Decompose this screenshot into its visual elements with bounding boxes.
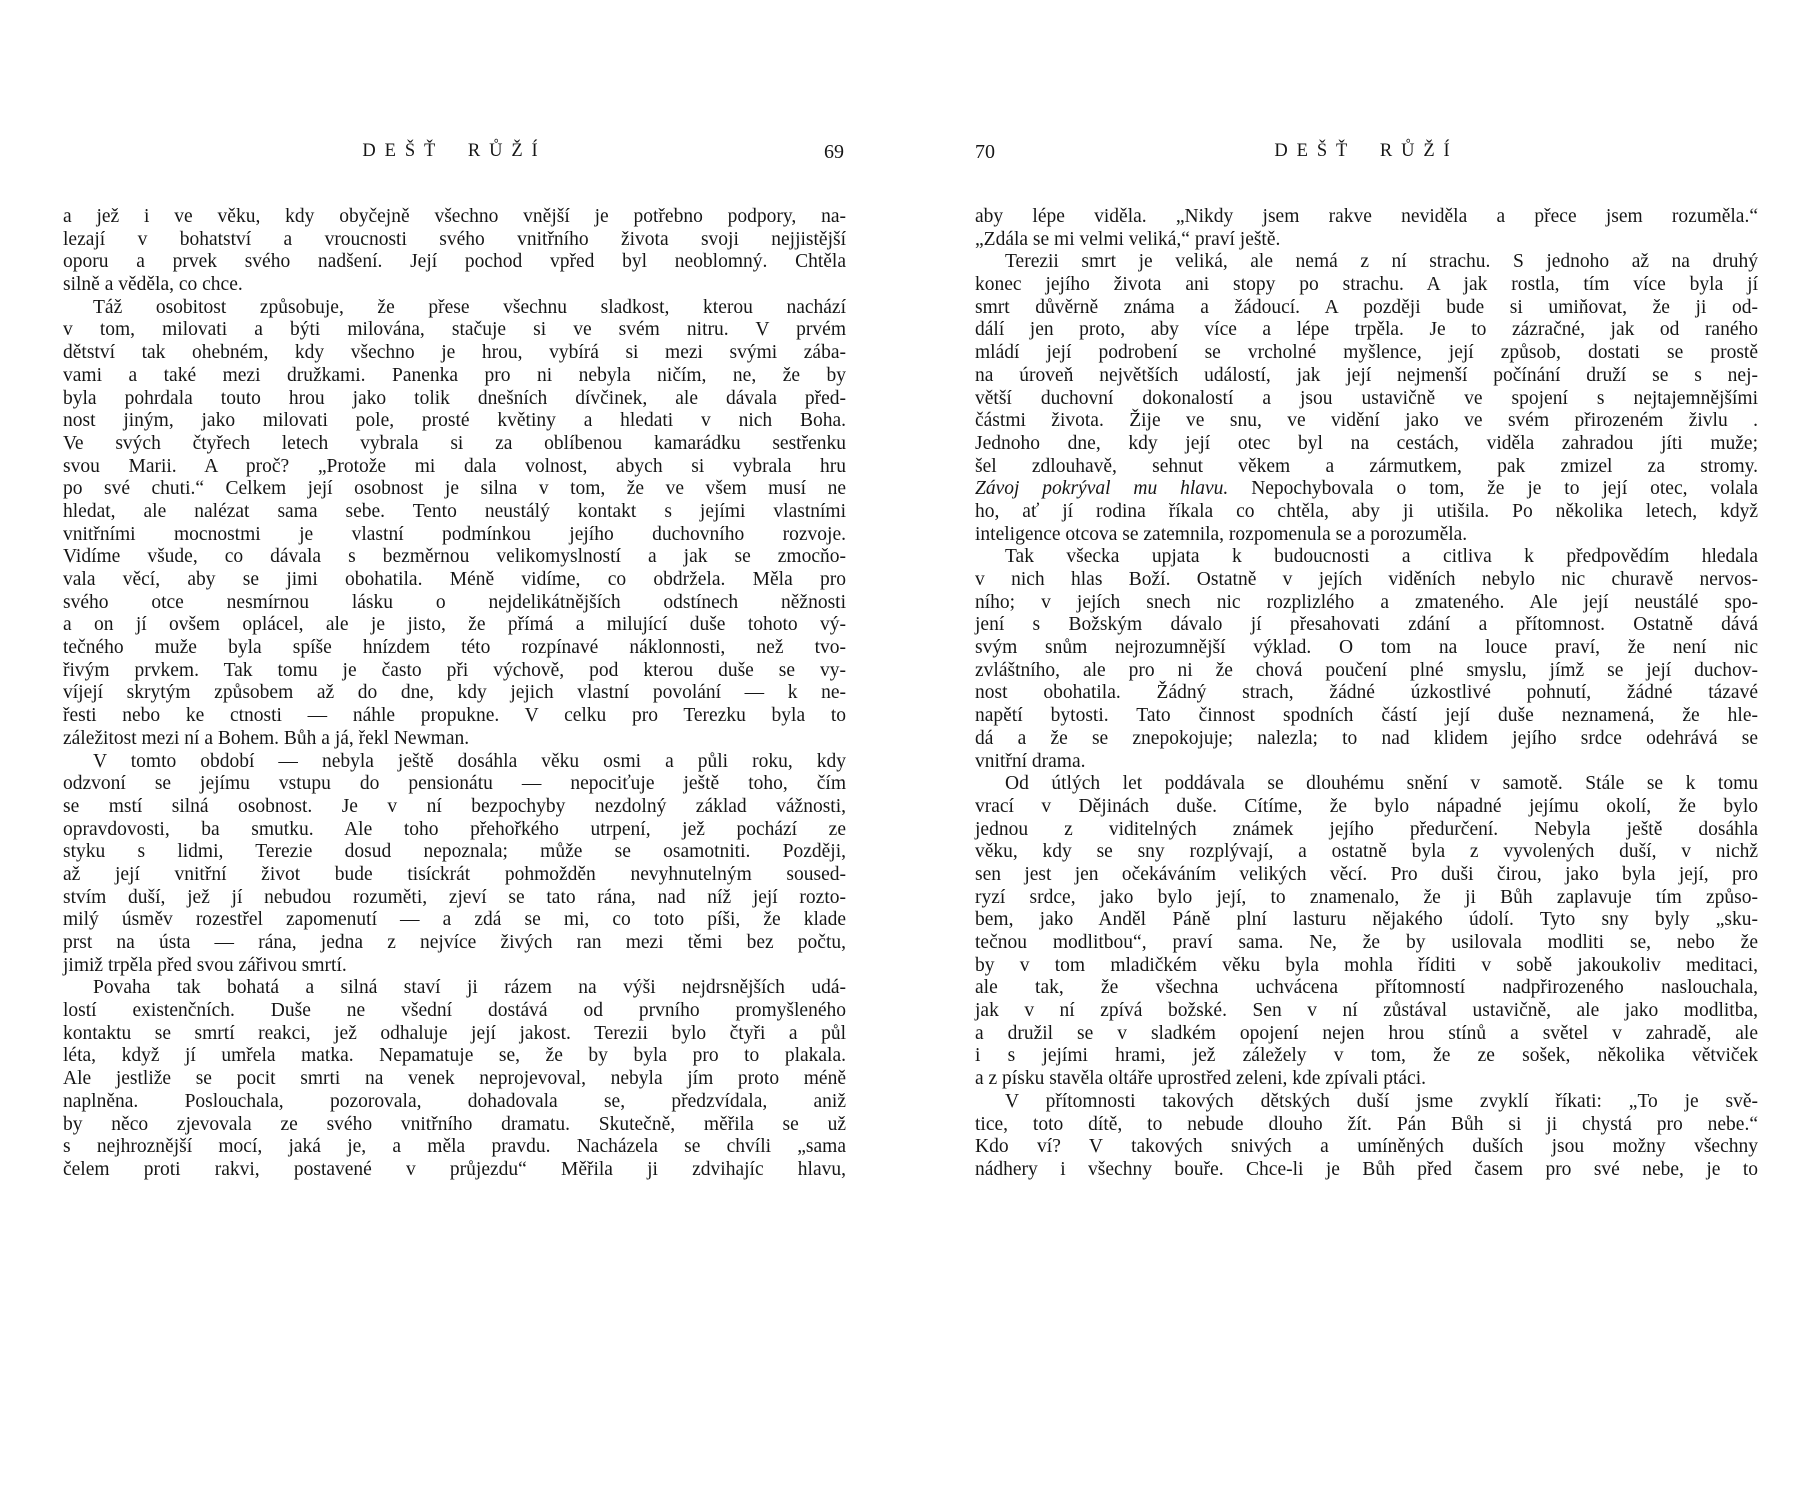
text-line: dálí jen proto, aby více a lépe trpěla. Je to zázračné, jak od raného — [975, 319, 1758, 341]
text-line: i s jejími hrami, jež záležely v tom, že ze sošek, několika větviček — [975, 1045, 1758, 1067]
text-line: lostí existenčních. Duše ne všední dostává od prvního promyšleného — [63, 1000, 846, 1022]
text-line: V přítomnosti takových dětských duší jsme zvyklí říkati: „To je svě- — [1005, 1090, 1758, 1112]
text-line: řesti nebo ke ctnosti — náhle propukne. V celku pro Terezku byla to — [63, 705, 846, 727]
page-number: 70 — [975, 141, 995, 163]
text-line: by něco zjevovala ze svého vnitřního dramatu. Skutečně, měřila se už — [63, 1113, 846, 1135]
text-line: Vidíme všude, co dávala s bezměrnou velikomyslností a jak se zmocňo- — [63, 546, 846, 568]
text-line: jení s Božským dávalo jí přesahovati zdání a přítomnost. Ostatně dává — [975, 614, 1758, 636]
text-line: inteligence otcova se zatemnila, rozpomenula se a porozuměla. — [975, 523, 1468, 545]
text-line: na úroveň největších událostí, jak její nejmenší počínání druží se s nej- — [975, 364, 1758, 386]
text-line: svou Marii. A proč? „Protože mi dala volnost, abych si vybrala hru — [63, 455, 846, 477]
text-line: s nejhroznější mocí, jaká je, a měla pravdu. Nacházela se chvíli „sama — [63, 1136, 846, 1158]
right-page — [975, 141, 1758, 1182]
text-line: tice, toto dítě, to nebude dlouho žít. Pán Bůh si ji chystá pro nebe.“ — [975, 1113, 1758, 1135]
text-line: hledat, ale nalézat sama sebe. Tento neustálý kontakt s jejími vlastními — [63, 500, 846, 522]
text-line: zvláštního, ale pro ni že chová poučení plné smyslu, jímž se její duchov- — [975, 659, 1758, 681]
text-line: kontaktu se smrtí reakci, jež odhaluje její jakost. Terezii bylo čtyři a půl — [63, 1022, 846, 1044]
text-line: silně a věděla, co chce. — [63, 274, 243, 296]
text-line: napětí bytosti. Tato činnost spodních částí její duše neznamená, že hle- — [975, 705, 1758, 727]
text-line: a z písku stavěla oltáře uprostřed zeleni, kde zpívali ptáci. — [975, 1068, 1427, 1090]
text-line: konec jejího života ani stopy po strachu. A jak rostla, tím více byla jí — [975, 274, 1758, 296]
text-line: částmi života. Žije ve snu, ve vidění jako ve svém přirozeném živlu . — [975, 410, 1758, 432]
text-line: bem, jako Anděl Páně plní lasturu nějakého údolí. Tyto sny byly „sku- — [975, 909, 1758, 931]
text-line: Kdo ví? V takových snivých a umíněných duších jsou možny všechny — [975, 1136, 1758, 1158]
left-page — [63, 141, 846, 1182]
text-line: mládí její podrobení se vrcholné myšlence, její způsob, dostati se prostě — [975, 342, 1758, 364]
text-line: naplněna. Poslouchala, pozorovala, dohadovala se, předzvídala, aniž — [63, 1090, 846, 1112]
text-line: milý úsměv rozestřel zapomenutí — a zdá se mi, co toto píši, že klade — [63, 909, 846, 931]
text-line: Ale jestliže se pocit smrti na venek neprojevoval, nebyla jím proto méně — [63, 1068, 846, 1090]
text-line: šel zdlouhavě, sehnut věkem a zármutkem, pak zmizel za stromy. — [975, 455, 1758, 477]
text-line: jimiž trpěla před svou zářivou smrtí. — [63, 954, 347, 976]
page-number: 69 — [824, 141, 844, 163]
text-line: ho, ať jí rodina říkala co chtěla, aby ji utišila. Po několika letech, když — [975, 500, 1758, 522]
text-line: styku s lidmi, Terezie dosud nepoznala; může se osamotniti. Později, — [63, 841, 846, 863]
text-line: ale tak, že všechna uchvácena přítomností nadpřirozeného naslouchala, — [975, 977, 1758, 999]
text-line: v nich hlas Boží. Ostatně v jejích viděních nebylo nic churavě nervos- — [975, 569, 1758, 590]
text-line: smrt důvěrně známa a žádoucí. A později bude si umiňovat, že ji od- — [975, 296, 1758, 318]
text-line: tečného muže byla spíše hnízdem této rozpínavé náklonnosti, než tvo- — [63, 637, 846, 659]
text-line: ryzí srdce, jako bylo její, to znamenalo, že ji Bůh zaplavuje tím způso- — [975, 886, 1758, 908]
text-line: Ve svých čtyřech letech vybrala si za oblíbenou kamarádku sestřenku — [63, 432, 846, 454]
text-line: v tom, milovati a býti milována, stačuje si ve svém nitru. V prvém — [63, 319, 846, 341]
text-line: záležitost mezi ní a Bohem. Bůh a já, řekl Newman. — [63, 727, 470, 749]
text-line: vnitřní drama. — [975, 750, 1086, 772]
text-line: dětství tak ohebném, kdy všechno je hrou, vybírá si mezi svými zába- — [63, 342, 846, 364]
text-line: „Zdála se mi velmi veliká,“ praví ještě. — [975, 228, 1281, 250]
text-line: aby lépe viděla. „Nikdy jsem rakve neviděla a přece jsem rozuměla.“ — [975, 206, 1758, 227]
text-line: léta, když jí umřela matka. Nepamatuje se, že by byla pro to plakala. — [63, 1045, 846, 1067]
text-line: se mstí silná osobnost. Je v ní bezpochyby nezdolný základ vážnosti, — [63, 795, 846, 817]
text-line: tečnou modlitbou“, praví sama. Ne, že by usilovala modliti se, nebo že — [975, 932, 1758, 953]
text-line: V tomto období — nebyla ještě dosáhla věku osmi a půli roku, kdy — [93, 750, 846, 772]
text-line: vami a také mezi družkami. Panenka pro ni nebyla ničím, ne, že by — [63, 364, 846, 386]
text-line: Povaha tak bohatá a silná staví ji rázem na výši nejdrsnějších udá- — [93, 977, 846, 999]
text-line: a družil se v sladkém opojení nejen hrou stínů a světel v zahradě, ale — [975, 1022, 1758, 1044]
text-line: vnitřními mocnostmi je vlastní podmínkou jejího duchovního rozvoje. — [63, 523, 846, 545]
text-line: jednou z viditelných známek jejího předurčení. Nebyla ještě dosáhla — [975, 818, 1758, 840]
text-line: Jednoho dne, kdy její otec byl na cestách, viděla zahradou jíti muže; — [975, 432, 1758, 454]
text-line: řivým prvkem. Tak tomu je často při výchově, pod kterou duše se vy- — [63, 659, 846, 681]
text-line: opravdovosti, ba smutku. Ale toho přehořkého utrpení, jež pochází ze — [63, 818, 846, 840]
text-line: prst na ústa — rána, jedna z nejvíce živých ran mezi těmi bez počtu, — [63, 932, 846, 953]
text-line: větší duchovní dokonalostí a jsou ustavičně ve spojení s nejtajemnějšími — [975, 387, 1758, 409]
text-line: svého otce nesmírnou lásku o nejdelikátnějších odstínech něžnosti — [63, 591, 846, 613]
text-line: oporu a prvek svého nadšení. Její pochod vpřed byl neoblomný. Chtěla — [63, 251, 846, 273]
text-line: Tak všecka upjata k budoucnosti a citliva k předpovědím hledala — [1005, 546, 1758, 568]
right-page-body — [975, 206, 1758, 1182]
text-line: a jež i ve věku, kdy obyčejně všechno vnější je potřebno podpory, na- — [63, 206, 846, 227]
right-page-header — [975, 141, 1758, 166]
text-line: až její vnitřní život bude tisíckrát pohmožděn nevyhnutelným soused- — [63, 863, 846, 885]
text-line: víjejí skrytým způsobem až do dne, kdy jejich vlastní povolání — k ne- — [63, 682, 846, 704]
left-page-body — [63, 206, 846, 1182]
text-line: vrací v Dějinách duše. Cítíme, že bylo nápadné jejímu okolí, že bylo — [975, 795, 1758, 817]
text-line: dá a že se znepokojuje; nalezla; to nad klidem jejího srdce odehrává se — [975, 727, 1758, 749]
text-line: byla pohrdala touto hrou jako tolik dnešních dívčinek, ale dávala před- — [63, 387, 846, 409]
text-line: a on jí ovšem oplácel, ale je jisto, že přímá a milující duše tohoto vý- — [63, 614, 846, 636]
text-line: čelem proti rakvi, postavené v průjezdu“ Měřila ji zdvihajíc hlavu, — [63, 1158, 846, 1180]
text-line: vala věcí, aby se jimi obohatila. Méně vidíme, co obdržela. Měla pro — [63, 569, 846, 590]
text-line: Terezii smrt je veliká, ale nemá z ní strachu. S jednoho až na druhý — [1005, 251, 1758, 273]
text-line: sen jest jen očekáváním velikých věcí. Pro duši čirou, jako byla její, pro — [975, 863, 1758, 885]
text-line: lezají v bohatství a vroucnosti svého vnitřního života svoji nejjistější — [63, 228, 846, 250]
text-line: po své chuti.“ Celkem její osobnost je silna v tom, že ve všem musí ne — [63, 478, 846, 500]
text-line: nost jiným, jako milovati pole, prosté květiny a hledati v nich Boha. — [63, 410, 846, 432]
text-line: jak v ní zpívá božské. Sen v ní zůstával ustavičně, ale jako modlitba, — [975, 1000, 1758, 1022]
text-line: Závoj pokrýval mu hlavu. Nepochybovala o tom, že je to její otec, volala — [975, 478, 1758, 500]
text-line: odzvoní se jejímu vstupu do pensionátu — nepociťuje ještě toho, čím — [63, 773, 846, 795]
text-line: svým snům nejrozumnější výklad. O tom na louce praví, že není nic — [975, 637, 1758, 659]
text-line: ního; v jejích snech nic rozplizlého a zmateného. Ale její neustálé spo- — [975, 591, 1758, 613]
text-line: nádhery i všechny bouře. Chce-li je Bůh před časem pro své nebe, je to — [975, 1158, 1758, 1180]
left-page-header — [63, 141, 846, 166]
text-line: by v tom mladičkém věku byla mohla říditi v sobě jakoukoliv meditaci, — [975, 954, 1758, 976]
text-line: Od útlých let poddávala se dlouhému snění v samotě. Stále se k tomu — [1005, 773, 1758, 795]
text-line: Táž osobitost způsobuje, že přese všechnu sladkost, kterou nachází — [93, 296, 846, 318]
running-title: DEŠŤ RŮŽÍ — [362, 141, 547, 161]
running-title: DEŠŤ RŮŽÍ — [1274, 141, 1459, 161]
text-line: nost obohatila. Žádný strach, žádné úzkostlivé pohnutí, žádné tázavé — [975, 682, 1758, 704]
text-line: věku, kdy se sny rozplývají, a ostatně byla z vyvolených duší, v nichž — [975, 841, 1758, 863]
text-line: stvím duší, jež jí nebudou rozuměti, zjeví se tato rána, nad níž její rozto- — [63, 886, 846, 908]
